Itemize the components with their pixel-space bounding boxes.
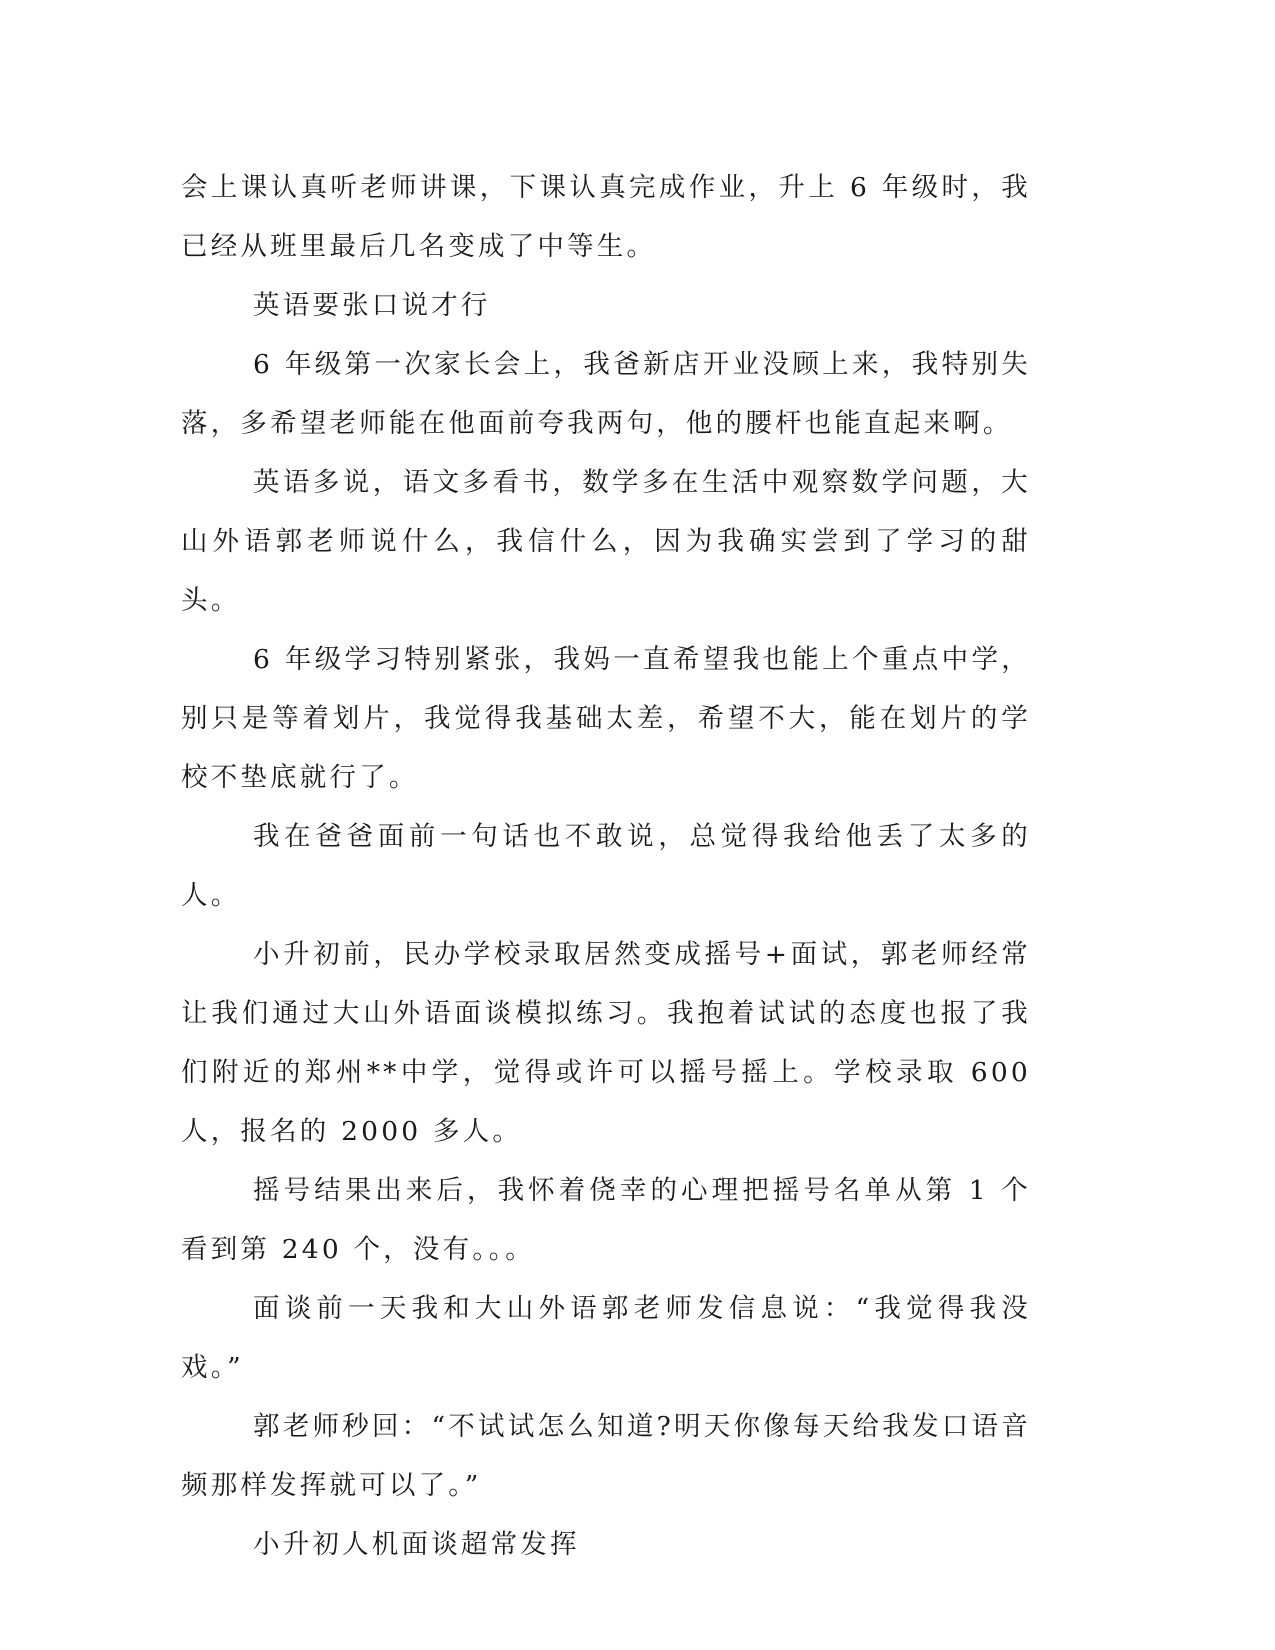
paragraph: 郭老师秒回：“不试试怎么知道?明天你像每天给我发口语音频那样发挥就可以了。” [181, 1411, 1031, 1501]
section-heading: 小升初人机面谈超常发挥 [253, 1529, 580, 1560]
document-body [181, 158, 1031, 1574]
paragraph: 小升初前，民办学校录取居然变成摇号+面试，郭老师经常让我们通过大山外语面谈模拟练习。我抱着试试的态度也报了我们附近的郑州**中学，觉得或许可以摇号摇上。学校录取 600 人，报名的 2000 多人。 [181, 939, 1031, 1147]
paragraph: 英语多说，语文多看书，数学多在生活中观察数学问题，大山外语郭老师说什么，我信什么，因为我确实尝到了学习的甜头。 [181, 467, 1031, 616]
paragraph: 我在爸爸面前一句话也不敢说，总觉得我给他丢了太多的人。 [181, 821, 1031, 911]
section-heading: 英语要张口说才行 [253, 290, 491, 321]
paragraph: 6 年级学习特别紧张，我妈一直希望我也能上个重点中学，别只是等着划片，我觉得我基础太差，希望不大，能在划片的学校不垫底就行了。 [181, 644, 1031, 793]
paragraph: 6 年级第一次家长会上，我爸新店开业没顾上来，我特别失落，多希望老师能在他面前夸我两句，他的腰杆也能直起来啊。 [181, 349, 1031, 439]
paragraph: 面谈前一天我和大山外语郭老师发信息说：“我觉得我没戏。” [181, 1293, 1031, 1383]
paragraph: 摇号结果出来后，我怀着侥幸的心理把摇号名单从第 1 个看到第 240 个，没有。。。 [181, 1175, 1031, 1265]
paragraph: 会上课认真听老师讲课，下课认真完成作业，升上 6 年级时，我已经从班里最后几名变成了中等生。 [181, 172, 1031, 262]
